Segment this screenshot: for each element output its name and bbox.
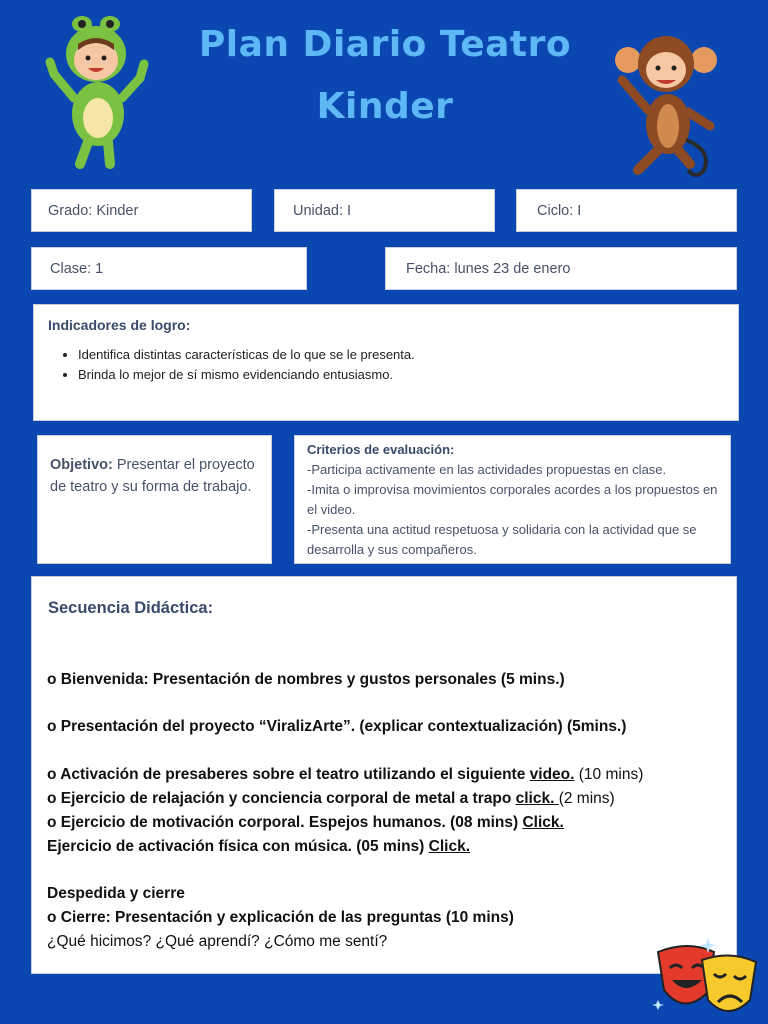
title-line-2: Kinder xyxy=(316,86,454,127)
seq-activacion-fisica xyxy=(47,838,470,856)
objetivo-body: Presentar el proyecto de teatro y su forma de trabajo. xyxy=(50,457,255,495)
objetivo-text xyxy=(50,454,259,498)
seq-relajacion-tail: (2 mins) xyxy=(558,790,615,807)
criterios-box xyxy=(294,435,731,564)
click-link-motivacion[interactable]: Click. xyxy=(522,814,564,831)
seq-bienvenida: o Bienvenida: Presentación de nombres y gustos personales (5 mins.) xyxy=(47,671,565,688)
unidad-text: Unidad: I xyxy=(293,202,352,219)
theater-masks-icon xyxy=(648,930,764,1020)
seq-motivacion-text: o Ejercicio de motivación corporal. Espejos humanos. (08 mins) xyxy=(47,814,523,831)
fecha-field xyxy=(385,247,737,290)
indicadores-heading: Indicadores de logro: xyxy=(48,317,191,333)
seq-presentacion: o Presentación del proyecto “ViralizArte”. (explicar contextualización) (5mins.) xyxy=(47,718,627,735)
ciclo-field xyxy=(516,189,737,232)
secuencia-box xyxy=(31,576,737,974)
criterio-item: -Imita o improvisa movimientos corporales acordes a los propuestos en el video. xyxy=(307,482,718,517)
criterio-item: -Presenta una actitud respetuosa y solidaria con la actividad que se desarrolla y sus compañeros. xyxy=(307,522,697,557)
indicadores-box xyxy=(33,304,739,421)
objetivo-label: Objetivo: xyxy=(50,457,113,473)
seq-motivacion xyxy=(47,814,564,832)
seq-activacion-tail: (10 mins) xyxy=(574,766,644,783)
seq-relajacion-text: o Ejercicio de relajación y conciencia corporal de metal a trapo xyxy=(47,790,516,807)
video-link[interactable]: video. xyxy=(529,766,575,783)
clase-text: Clase: 1 xyxy=(50,260,104,277)
grado-field xyxy=(31,189,252,232)
fecha-text: Fecha: lunes 23 de enero xyxy=(406,260,571,277)
seq-activacion-fisica-text: Ejercicio de activación física con música. (05 mins) xyxy=(47,838,429,855)
click-link-relajacion[interactable]: click. xyxy=(515,790,559,807)
clase-field xyxy=(31,247,307,290)
frog-costume-kid-illustration xyxy=(44,14,152,170)
indicador-item: • Identifica distintas características de lo que se le presenta. xyxy=(78,347,724,362)
criterio-item: -Participa activamente en las actividades propuestas en clase. xyxy=(307,462,667,477)
criterios-heading: Criterios de evaluación: xyxy=(307,442,455,457)
secuencia-heading: Secuencia Didáctica: xyxy=(48,599,214,617)
seq-preguntas: ¿Qué hicimos? ¿Qué aprendí? ¿Cómo me sentí? xyxy=(47,933,388,950)
monkey-costume-kid-illustration xyxy=(608,30,724,182)
indicador-item: • Brinda lo mejor de sí mismo evidenciando entusiasmo. xyxy=(78,367,724,382)
seq-activacion-text: o Activación de presaberes sobre el teatro utilizando el siguiente xyxy=(47,766,530,783)
seq-relajacion xyxy=(47,790,615,808)
objetivo-box xyxy=(37,435,272,564)
unidad-field xyxy=(274,189,495,232)
seq-despedida: Despedida y cierre xyxy=(47,885,185,902)
page-title xyxy=(150,14,620,138)
seq-activacion xyxy=(47,766,643,784)
ciclo-text: Ciclo: I xyxy=(537,202,582,219)
title-line-1: Plan Diario Teatro xyxy=(198,24,572,65)
seq-cierre: o Cierre: Presentación y explicación de las preguntas (10 mins) xyxy=(47,909,514,926)
click-link-musica[interactable]: Click. xyxy=(428,838,470,855)
grado-text: Grado: Kinder xyxy=(48,202,139,219)
indicadores-list xyxy=(48,347,724,382)
